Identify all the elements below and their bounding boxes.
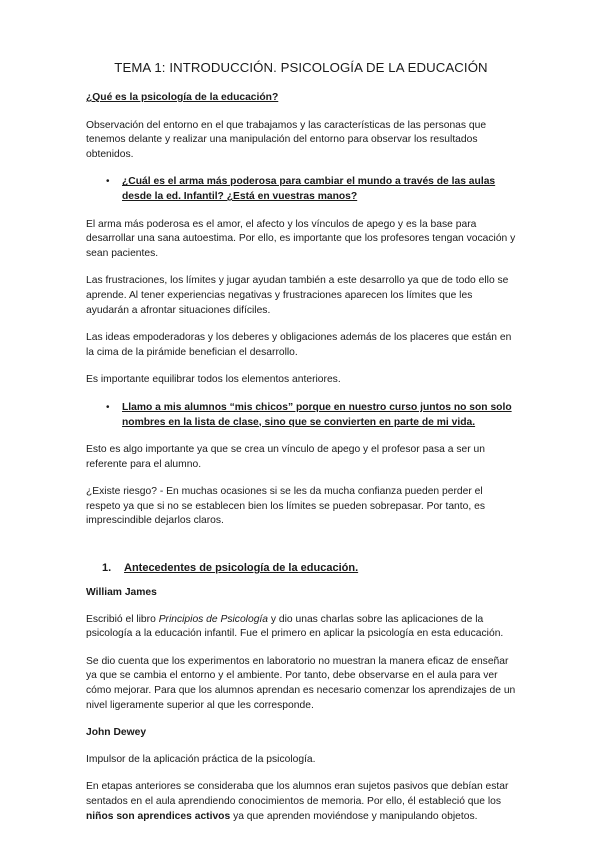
paragraph-james-lab: Se dio cuenta que los experimentos en laboratorio no muestran la manera eficaz de enseñar ya que se cambia el entorno y el ambiente. Por tanto, debe observarse en el aula para ver cómo mejorar. Para que los alumnos aprendan es necesario comenzar los aprendizajes de un nivel ligeramente superior al que les corresponde.	[86, 655, 516, 711]
author-john-dewey: John Dewey	[86, 727, 147, 739]
question-heading: ¿Qué es la psicología de la educación?	[86, 92, 279, 103]
author-william-james: William James	[86, 587, 157, 599]
paragraph-dewey-active: En etapas anteriores se consideraba que los alumnos eran sujetos pasivos que debían estar sentados en el aula aprendiendo conocimientos de memoria. Por ello, él estableció que los niños son aprendices activos ya que aprenden moviéndose y manipulando objetos.	[86, 781, 509, 822]
section-title: Antecedentes de psicología de la educación.	[124, 562, 359, 575]
paragraph-frustrations: Las frustraciones, los límites y jugar ayudan también a este desarrollo ya que de todo ello se aprende. Al tener experiencias negativas y frustraciones aparecen los límites que les ayudarán a afrontar situaciones difíciles.	[86, 275, 509, 316]
paragraph-ideas: Las ideas empoderadoras y los deberes y obligaciones además de los placeres que están en la cima de la pirámide benefician el desarrollo.	[86, 332, 512, 358]
bullet-icon: •	[106, 401, 110, 413]
bullet-question-1	[106, 175, 516, 204]
section-heading-antecedentes	[102, 561, 516, 576]
bold-phrase: niños son aprendices activos	[86, 810, 231, 822]
paragraph-attachment: Esto es algo importante ya que se crea un vínculo de apego y el profesor pasa a ser un referente para el alumno.	[86, 444, 485, 470]
paragraph-love: El arma más poderosa es el amor, el afecto y los vínculos de apego y es la base para desarrollar una sana autoestima. Por ello, es importante que los profesores tengan vocación y sean pacientes.	[86, 218, 516, 259]
bullet-text: ¿Cuál es el arma más poderosa para cambiar el mundo a través de las aulas desde la ed. Infantil? ¿Está en vuestras manos?	[122, 176, 496, 202]
book-title: Principios de Psicología	[158, 613, 269, 625]
bullet-quote-2	[106, 401, 516, 430]
paragraph-dewey-impulsor: Impulsor de la aplicación práctica de la psicología.	[86, 753, 316, 765]
paragraph-risk: ¿Existe riesgo? - En muchas ocasiones si se les da mucha confianza pueden perder el respeto ya que si no se establecen bien los límites se pueden sobrepasar. Por tanto, es imprescindible dejarlos claros.	[86, 486, 485, 527]
section-number: 1.	[102, 562, 112, 575]
document-title: TEMA 1: INTRODUCCIÓN. PSICOLOGÍA DE LA EDUCACIÓN	[114, 60, 488, 75]
bullet-icon: •	[106, 176, 110, 188]
bullet-text: Llamo a mis alumnos “mis chicos” porque en nuestro curso juntos no son solo nombres en la lista de clase, sino que se convierten en parte de mi vida.	[122, 401, 512, 428]
paragraph-balance: Es importante equilibrar todos los elementos anteriores.	[86, 374, 341, 386]
paragraph-definition: Observación del entorno en el que trabajamos y las características de las personas que tenemos delante y realizar una manipulación del entorno para observar los resultados obtenidos.	[86, 119, 487, 160]
document-page	[86, 60, 516, 837]
paragraph-james-book: Escribió el libro Principios de Psicología y dio unas charlas sobre las aplicaciones de la psicología a la educación infantil. Fue el primero en aplicar la psicología en esta educación.	[86, 613, 504, 640]
